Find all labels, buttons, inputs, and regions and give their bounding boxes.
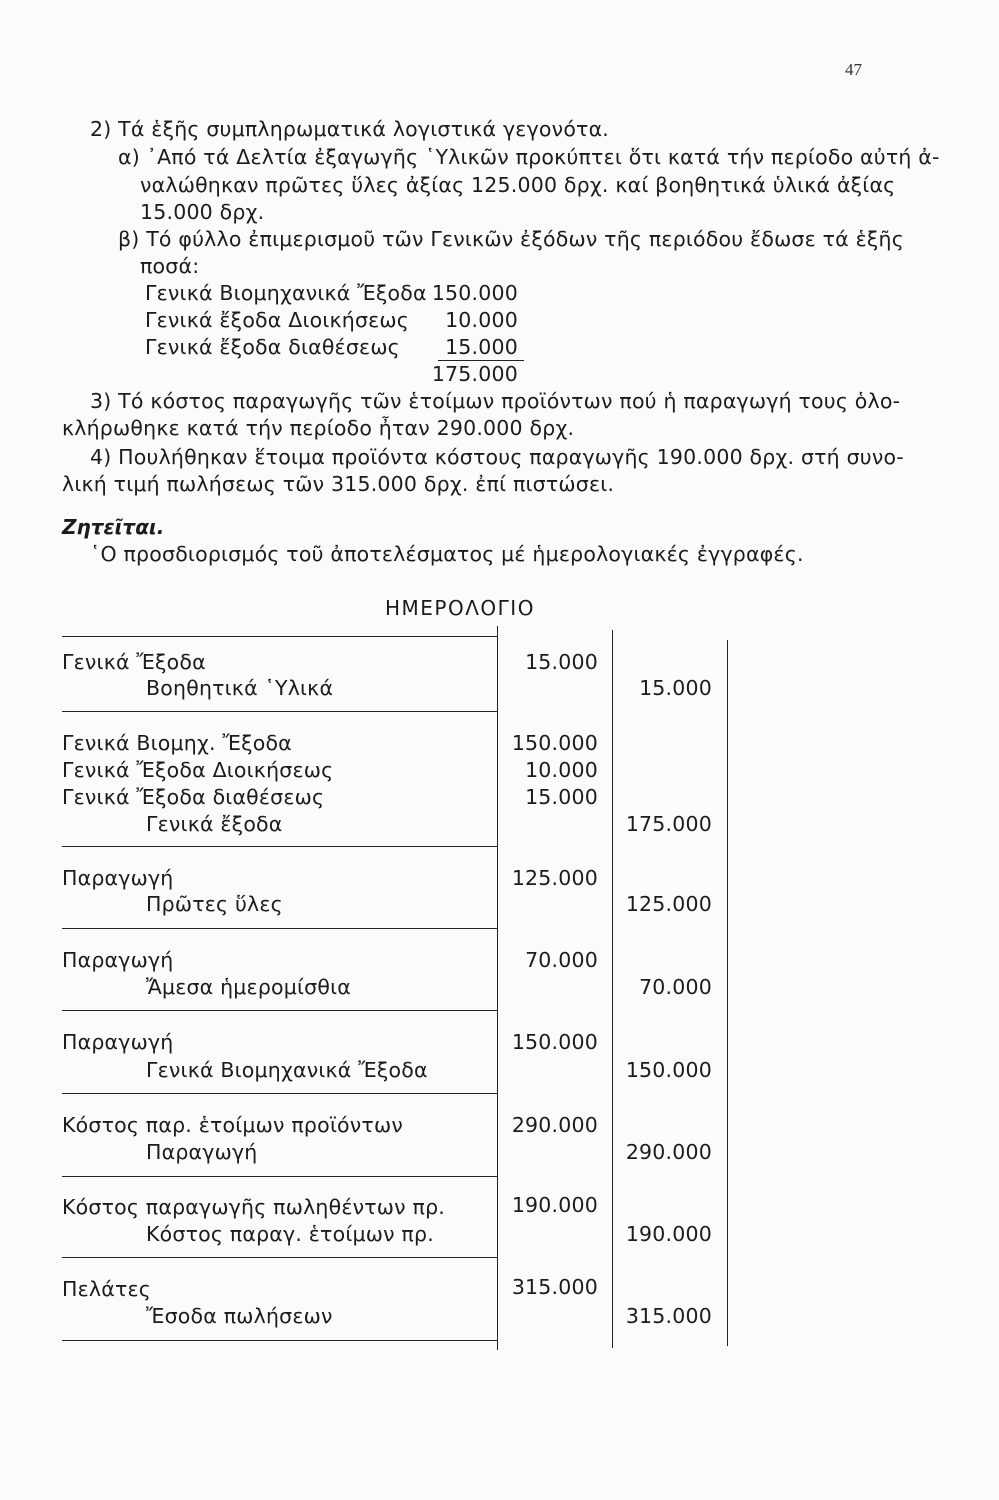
entry-separator bbox=[62, 711, 497, 712]
item-2a-line1: α) ᾽Από τά Δελτία ἐξαγωγῆς ῾Υλικῶν προκύπτει ὅτι κατά τήν περίοδο αὐτή ἀ- bbox=[118, 145, 940, 169]
breakdown-label: Γενικά Βιομηχανικά Ἔξοδα bbox=[145, 281, 427, 305]
journal-debit-amount: 315.000 bbox=[511, 1275, 598, 1299]
journal-credit-account: Βοηθητικά ῾Υλικά bbox=[146, 676, 334, 700]
entry-separator bbox=[62, 1093, 497, 1094]
journal-credit-account: Ἄμεσα ἡμερομίσθια bbox=[146, 975, 351, 999]
journal-debit-amount: 150.000 bbox=[511, 731, 598, 755]
item-2-heading: 2) Τά ἑξῆς συμπληρωματικά λογιστικά γεγονότα. bbox=[90, 117, 610, 141]
journal-debit-account: Γενικά Ἔξοδα bbox=[62, 650, 206, 674]
journal-credit-account: Πρῶτες ὕλες bbox=[146, 892, 283, 916]
journal-debit-amount: 290.000 bbox=[511, 1113, 598, 1137]
entry-separator bbox=[62, 1340, 497, 1341]
journal-debit-account: Πελάτες bbox=[62, 1277, 151, 1301]
journal-credit-amount: 125.000 bbox=[625, 892, 712, 916]
journal-debit-account: Γενικά Ἔξοδα Διοικήσεως bbox=[62, 758, 334, 782]
journal-debit-account: Παραγωγή bbox=[62, 1030, 174, 1054]
journal-debit-amount: 150.000 bbox=[511, 1030, 598, 1054]
requested-label: Ζητεῖται. bbox=[62, 515, 165, 539]
column-divider-right bbox=[727, 640, 728, 1346]
page-number: 47 bbox=[845, 60, 862, 79]
item-2a-line3: 15.000 δρχ. bbox=[140, 200, 265, 224]
journal-credit-amount: 150.000 bbox=[625, 1058, 712, 1082]
entry-separator bbox=[62, 846, 497, 847]
breakdown-value: 15.000 bbox=[445, 335, 518, 359]
journal-debit-amount: 15.000 bbox=[525, 650, 598, 674]
journal-credit-amount: 315.000 bbox=[625, 1304, 712, 1328]
item-3-line1: 3) Τό κόστος παραγωγῆς τῶν ἑτοίμων προϊόντων πού ἡ παραγωγή τους ὁλο- bbox=[90, 389, 901, 413]
entry-separator bbox=[62, 928, 497, 929]
journal-debit-account: Γενικά Ἔξοδα διαθέσεως bbox=[62, 785, 325, 809]
breakdown-label: Γενικά ἔξοδα Διοικήσεως bbox=[145, 308, 410, 332]
column-divider-credit bbox=[612, 630, 613, 1348]
journal-debit-account: Κόστος παρ. ἑτοίμων προϊόντων bbox=[62, 1113, 403, 1137]
journal-credit-amount: 175.000 bbox=[625, 812, 712, 836]
journal-debit-amount: 10.000 bbox=[525, 758, 598, 782]
journal-credit-amount: 190.000 bbox=[625, 1222, 712, 1246]
column-divider-debit bbox=[497, 626, 498, 1350]
journal-debit-amount: 190.000 bbox=[511, 1193, 598, 1217]
journal-credit-account: Κόστος παραγ. ἑτοίμων πρ. bbox=[146, 1222, 434, 1246]
entry-separator bbox=[62, 1010, 497, 1011]
journal-debit-amount: 15.000 bbox=[525, 785, 598, 809]
journal-credit-account: Παραγωγή bbox=[146, 1140, 258, 1164]
entry-separator bbox=[62, 636, 497, 637]
requested-text: ῾Ο προσδιορισμός τοῦ ἀποτελέσματος μέ ἡμερολογιακές ἐγγραφές. bbox=[90, 542, 804, 566]
entry-separator bbox=[62, 1257, 497, 1258]
item-3-line2: κλήρωθηκε κατά τήν περίοδο ἦταν 290.000 δρχ. bbox=[62, 416, 575, 440]
journal-credit-account: Γενικά ἔξοδα bbox=[146, 812, 283, 836]
journal-debit-account: Γενικά Βιομηχ. Ἔξοδα bbox=[62, 731, 292, 755]
breakdown-value: 10.000 bbox=[445, 308, 518, 332]
item-4-line1: 4) Πουλήθηκαν ἕτοιμα προϊόντα κόστους παραγωγῆς 190.000 δρχ. στή συνο- bbox=[90, 445, 904, 469]
journal-debit-account: Παραγωγή bbox=[62, 948, 174, 972]
journal-debit-account: Παραγωγή bbox=[62, 866, 174, 890]
journal-debit-amount: 70.000 bbox=[525, 948, 598, 972]
journal-credit-amount: 15.000 bbox=[639, 676, 712, 700]
journal-credit-account: Γενικά Βιομηχανικά Ἔξοδα bbox=[146, 1058, 428, 1082]
breakdown-label: Γενικά ἔξοδα διαθέσεως bbox=[145, 335, 400, 359]
item-2b-line2: ποσά: bbox=[140, 254, 200, 278]
journal-credit-amount: 70.000 bbox=[639, 975, 712, 999]
breakdown-total: 175.000 bbox=[431, 362, 518, 386]
entry-separator bbox=[62, 1176, 497, 1177]
breakdown-value: 150.000 bbox=[431, 281, 518, 305]
item-2a-line2: ναλώθηκαν πρῶτες ὕλες ἀξίας 125.000 δρχ. καί βοηθητικά ὑλικά ἀξίας bbox=[140, 173, 896, 197]
item-4-line2: λική τιμή πωλήσεως τῶν 315.000 δρχ. ἐπί πιστώσει. bbox=[62, 472, 615, 496]
item-2b-line1: β) Τό φύλλο ἐπιμερισμοῦ τῶν Γενικῶν ἐξόδων τῆς περιόδου ἔδωσε τά ἑξῆς bbox=[118, 227, 904, 251]
journal-credit-account: Ἔσοδα πωλήσεων bbox=[146, 1304, 333, 1328]
journal-debit-amount: 125.000 bbox=[511, 866, 598, 890]
journal-debit-account: Κόστος παραγωγῆς πωληθέντων πρ. bbox=[62, 1195, 446, 1219]
journal-title: ΗΜΕΡΟΛΟΓΙΟ bbox=[385, 596, 535, 620]
journal-credit-amount: 290.000 bbox=[625, 1140, 712, 1164]
